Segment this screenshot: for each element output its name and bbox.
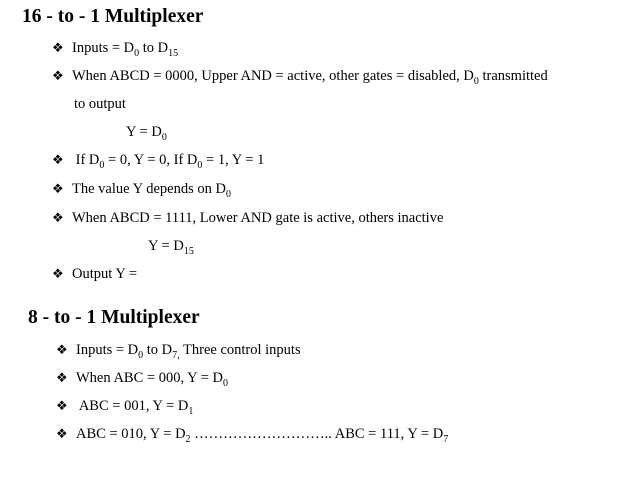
list-item: ❖ If $D_0 = 0$, Y = 0, If $D_0 = 1$, Y = 1 [52,152,265,171]
equation: $Y = D_{15}$ [148,238,194,257]
list-item: ❖ When ABC = 000, $Y = D_0$ [56,370,228,389]
diamond-bullet-icon: ❖ [56,426,68,441]
list-item: ❖ ABC = 010, $Y = D_2$ ……………………….. ABC = 111, $Y = D_7$ [56,426,449,445]
list-item: ❖ Inputs = $D_0$ to $D_{7,}$ Three control inputs [56,342,301,361]
list-item: ❖ When ABCD = 0000, Upper AND = active, other gates = disabled, $D_0$ transmitted [52,68,548,87]
diamond-bullet-icon: ❖ [52,68,64,83]
diamond-bullet-icon: ❖ [52,266,64,281]
diamond-bullet-icon: ❖ [56,342,68,357]
list-item: ❖ ABC = 001, $Y = D_1$ [56,398,194,417]
diamond-bullet-icon: ❖ [56,398,68,413]
diamond-bullet-icon: ❖ [56,370,68,385]
list-item: ❖ The value Y depends on $D_0$ [52,181,231,200]
equation: $Y = D_0$ [126,124,167,143]
diamond-bullet-icon: ❖ [52,40,64,55]
list-item-continuation: to output [74,96,126,112]
section-title-16-to-1: 16 - to - 1 Multiplexer [22,6,204,27]
list-item: ❖ Output Y = [52,266,138,282]
list-item: ❖ Inputs = $D_0$ to $D_{15}$ [52,40,179,59]
diamond-bullet-icon: ❖ [52,210,64,225]
diamond-bullet-icon: ❖ [52,181,64,196]
section-title-8-to-1: 8 - to - 1 Multiplexer [28,307,200,328]
list-item: ❖ When ABCD = 1111, Lower AND gate is active, others inactive [52,210,444,226]
diamond-bullet-icon: ❖ [52,152,64,167]
